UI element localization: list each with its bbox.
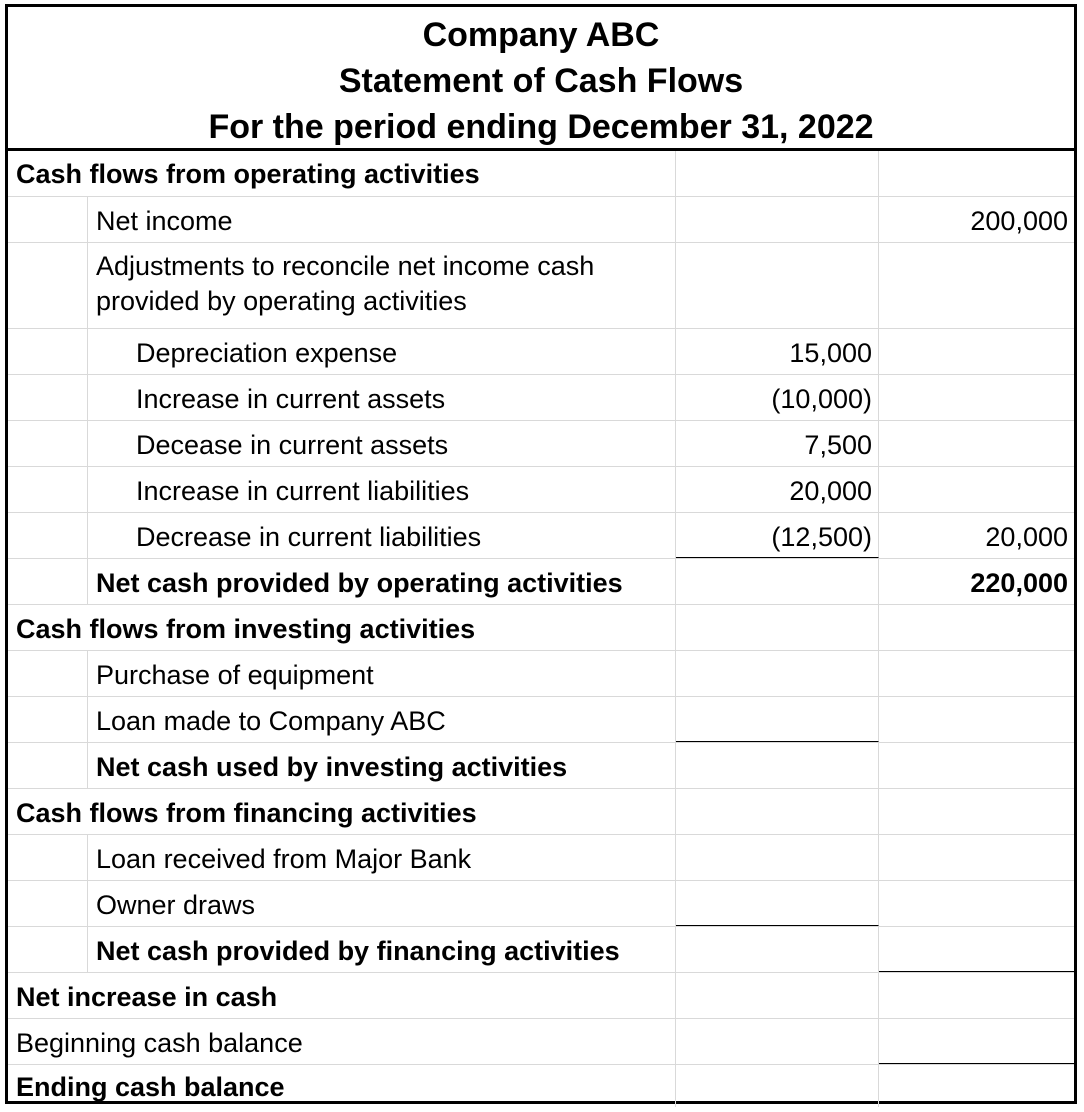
beginning-balance-label: Beginning cash balance bbox=[16, 1028, 303, 1058]
investing-item-label: Purchase of equipment bbox=[96, 660, 374, 690]
adjustment-item-value: 15,000 bbox=[789, 338, 872, 368]
adjustment-item-value: 20,000 bbox=[789, 476, 872, 506]
table-row bbox=[8, 973, 1074, 1019]
table-row bbox=[8, 651, 1074, 697]
company-name: Company ABC bbox=[422, 16, 660, 54]
ending-balance-label: Ending cash balance bbox=[16, 1072, 285, 1102]
table-row bbox=[8, 789, 1074, 835]
statement-title-block bbox=[8, 7, 1074, 151]
table-row bbox=[8, 375, 1074, 421]
table-row bbox=[8, 1065, 1074, 1107]
net-income-label: Net income bbox=[96, 206, 233, 236]
table-row bbox=[8, 559, 1074, 605]
adjustment-item-label: Decrease in current liabilities bbox=[136, 522, 482, 552]
investing-heading: Cash flows from investing activities bbox=[16, 614, 476, 644]
financing-heading: Cash flows from financing activities bbox=[16, 798, 477, 828]
table-row bbox=[8, 329, 1074, 375]
adjustment-item-value: 7,500 bbox=[804, 430, 872, 460]
financing-item-label: Owner draws bbox=[96, 890, 256, 920]
cash-flow-statement bbox=[5, 4, 1077, 1104]
net-financing-label: Net cash provided by financing activities bbox=[96, 936, 620, 966]
table-row bbox=[8, 835, 1074, 881]
net-operating-value: 220,000 bbox=[970, 568, 1068, 598]
financing-item-label: Loan received from Major Bank bbox=[96, 844, 472, 874]
net-income-value: 200,000 bbox=[970, 206, 1068, 236]
table-row bbox=[8, 421, 1074, 467]
investing-item-label: Loan made to Company ABC bbox=[96, 706, 446, 736]
table-row bbox=[8, 513, 1074, 559]
adjustment-item-label: Decease in current assets bbox=[136, 430, 449, 460]
table-row bbox=[8, 467, 1074, 513]
table-row bbox=[8, 197, 1074, 243]
adjustments-label-line1: Adjustments to reconcile net income cash bbox=[96, 251, 595, 281]
table-row bbox=[8, 881, 1074, 927]
net-operating-label: Net cash provided by operating activities bbox=[96, 568, 623, 598]
adjustment-item-value: (12,500) bbox=[771, 522, 872, 552]
adjustments-label-line2: provided by operating activities bbox=[96, 286, 467, 316]
statement-period: For the period ending December 31, 2022 bbox=[208, 108, 874, 146]
adjustment-item-label: Depreciation expense bbox=[136, 338, 398, 368]
table-row bbox=[8, 605, 1074, 651]
adjustments-total-value: 20,000 bbox=[985, 522, 1068, 552]
adjustment-item-label: Increase in current liabilities bbox=[136, 476, 470, 506]
table-row bbox=[8, 243, 1074, 329]
adjustment-item-value: (10,000) bbox=[771, 384, 872, 414]
table-row bbox=[8, 927, 1074, 973]
operating-heading: Cash flows from operating activities bbox=[16, 159, 480, 189]
table-row bbox=[8, 743, 1074, 789]
statement-name: Statement of Cash Flows bbox=[338, 62, 744, 100]
table-row bbox=[8, 151, 1074, 197]
adjustment-item-label: Increase in current assets bbox=[136, 384, 446, 414]
table-row bbox=[8, 1019, 1074, 1065]
net-increase-label: Net increase in cash bbox=[16, 982, 278, 1012]
table-row bbox=[8, 697, 1074, 743]
net-investing-label: Net cash used by investing activities bbox=[96, 752, 568, 782]
